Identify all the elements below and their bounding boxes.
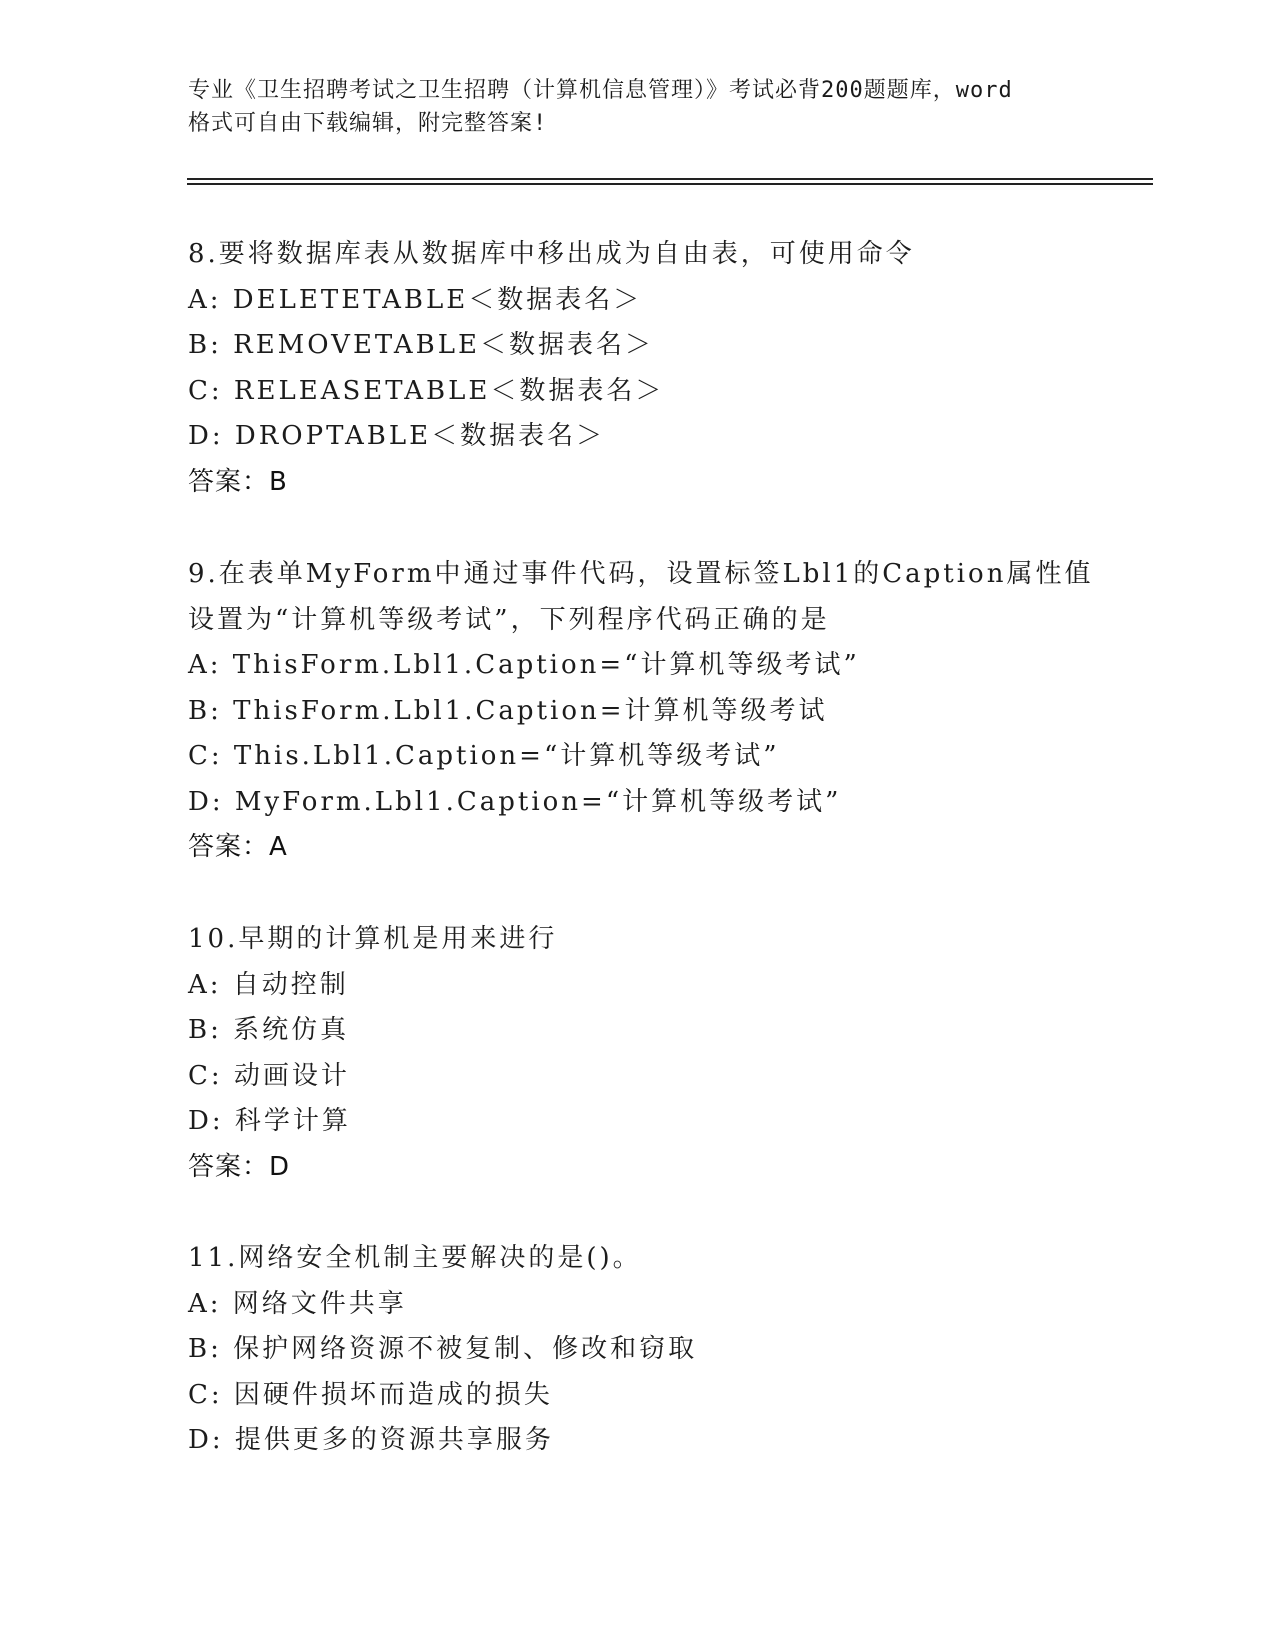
question-8 <box>188 232 1128 505</box>
question-text: 10.早期的计算机是用来进行 <box>188 924 558 954</box>
question-text-line-1: 9.在表单MyForm中通过事件代码，设置标签Lbl1的Caption属性值 <box>188 559 1094 589</box>
option-a: A: 自动控制 <box>188 969 349 1000</box>
option-a: A: DELETETABLE＜数据表名＞ <box>188 284 643 315</box>
answer-line: 答案：A <box>188 832 288 862</box>
option-d: D: 提供更多的资源共享服务 <box>188 1425 554 1455</box>
question-text-line-2: 设置为“计算机等级考试”，下列程序代码正确的是 <box>188 604 830 635</box>
option-c: C: 动画设计 <box>188 1060 350 1091</box>
question-text: 8.要将数据库表从数据库中移出成为自由表，可使用命令 <box>188 239 915 269</box>
option-d: D: MyForm.Lbl1.Caption=“计算机等级考试” <box>188 786 842 817</box>
option-c: C: RELEASETABLE＜数据表名＞ <box>188 375 665 406</box>
option-d: D: DROPTABLE＜数据表名＞ <box>188 421 606 451</box>
header-divider-bottom <box>187 183 1153 185</box>
question-text: 11.网络安全机制主要解决的是()。 <box>188 1243 642 1273</box>
option-b: B: REMOVETABLE＜数据表名＞ <box>188 330 654 360</box>
option-b: B: 系统仿真 <box>188 1015 350 1045</box>
option-b: B: ThisForm.Lbl1.Caption=计算机等级考试 <box>188 695 828 726</box>
header-title-line-1: 专业《卫生招聘考试之卫生招聘（计算机信息管理）》考试必背200题题库，word <box>188 78 1013 103</box>
option-a: A: 网络文件共享 <box>188 1288 407 1319</box>
option-c: C: 因硬件损坏而造成的损失 <box>188 1379 553 1410</box>
answer-line: 答案：D <box>188 1151 291 1182</box>
option-c: C: This.Lbl1.Caption=“计算机等级考试” <box>188 741 780 771</box>
option-d: D: 科学计算 <box>188 1106 351 1136</box>
document-header <box>188 74 1118 140</box>
header-title-line-2: 格式可自由下载编辑，附完整答案! <box>188 111 548 136</box>
question-9 <box>188 552 1128 871</box>
question-11 <box>188 1236 1128 1464</box>
header-divider-top <box>187 178 1153 180</box>
option-b: B: 保护网络资源不被复制、修改和窃取 <box>188 1334 698 1364</box>
answer-line: 答案：B <box>188 466 288 497</box>
option-a: A: ThisForm.Lbl1.Caption=“计算机等级考试” <box>188 650 860 680</box>
question-10 <box>188 917 1128 1190</box>
